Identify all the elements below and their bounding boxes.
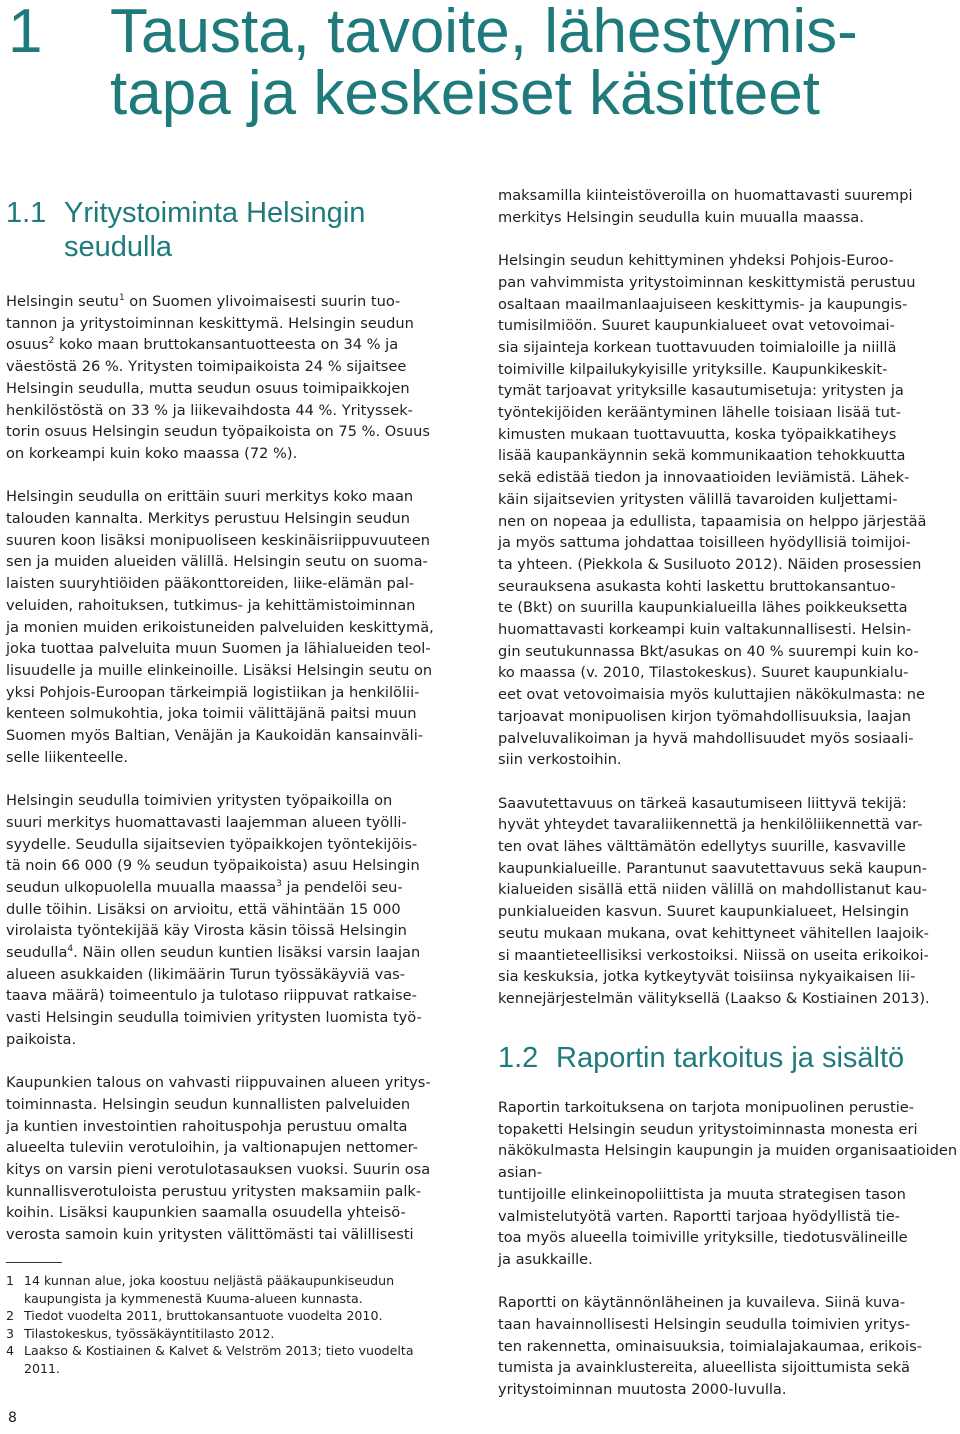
text-line: yritystoiminnan muutosta 2000-luvulla. [498, 1381, 787, 1399]
footnote-line [6, 1360, 476, 1378]
paragraph [498, 250, 960, 771]
paragraph [498, 1292, 960, 1401]
text-line: kialueiden sisällä että niiden välillä on mahdollistanut kau- [498, 881, 928, 899]
paragraph [498, 793, 960, 1010]
footnote-ref: 2 [48, 336, 55, 347]
text-line: Raportin tarkoituksena on tarjota monipuolinen perustie- [498, 1099, 915, 1116]
text-line: veluiden, rahoituksen, tutkimus- ja kehittämistoiminnan [6, 596, 416, 614]
text-line: kennejärjestelmän välityksellä (Laakso & Kostiainen 2013). [498, 989, 930, 1007]
page-number: 8 [8, 1410, 17, 1426]
section-1-2-heading [498, 1041, 904, 1075]
text-line: kenteen solmukohtia, joka toimii välittäjänä paitsi muun [6, 705, 417, 723]
text-line: tarjoavat monipuolisen kirjon työmahdollisuuksia, laajan [498, 707, 912, 725]
text-line: sia keskuksia, jotka kytkeytyvät toisiinsa nykyaikaisen lii- [498, 968, 916, 986]
section-title-line-2: seudulla [64, 231, 173, 263]
text-line: laisten suuryhtiöiden pääkonttoreiden, liike-elämän pal- [6, 575, 415, 593]
footnote-text: kaupungista ja kymmenestä Kuuma-alueen kunnasta. [24, 1290, 363, 1306]
footnote-ref: 4 [67, 944, 74, 955]
footnote-line [6, 1307, 476, 1325]
text-line: tumisilmiöön. Suuret kaupunkialueet ovat vetovoimai- [498, 317, 895, 335]
section-title-line-1: Yritystoiminta Helsingin [64, 197, 366, 229]
text-line: kunnallisverotuloista perustuu yritysten maksamiin palk- [6, 1182, 422, 1200]
paragraph [498, 1097, 960, 1271]
text-line: lisuudelle ja muille elinkeinoille. Lisäksi Helsingin seutu on [6, 661, 433, 679]
chapter-number: 1 [8, 0, 43, 66]
text-line: huomattavasti korkeampi kuin valtakunnallisesti. Helsin- [498, 621, 912, 639]
footnote-line [6, 1342, 476, 1360]
text-line: valmistelutyötä varten. Raportti tarjoaa hyödyllistä tie- [498, 1207, 900, 1225]
footnote-ref: 3 [276, 879, 282, 890]
paragraph: Helsingin seudulla toimivien yritysten työpaikoilla on suuri merkitys huomattavasti laajemman alueen työlli- syydelle. Seudulla sijaitsevien työpaikkojen työntekijöis- tä noin 66 000 (9 % seudun työpaikoista) asuu Helsingin seudun ulkopuolella muualla maassa$^3$ ja pendelöi seu- dulle töihin. Lisäksi on arvioitu, että vähintään 15 000 virolaista työntekijää käy Virosta käsin töissä Helsingin seudulla$^4$. Näin ollen seudun kuntien lisäksi varsin laajan alueen asukkaiden (likimäärin Turun työssäkäyviä vas- taava määrä) toimeentulo ja tulotaso riippuvat ratkaise- vasti Helsingin seudulla toimivien yritysten luomista työ- paikoista. [6, 792, 422, 1048]
text-line: eet ovat vetovoimaisia myös kuluttajien näkökulmasta: ne [498, 686, 926, 704]
text-line: osaltaan maailmanlaajuiseen keskittymis- ja kaupungis- [498, 295, 908, 313]
text-line: Kaupunkien talous on vahvasti riippuvainen alueen yritys- [6, 1074, 431, 1092]
right-column [498, 185, 960, 1010]
text-line: ko maassa (v. 2010, Tilastokeskus). Suuret kaupunkialu- [498, 664, 909, 682]
text-line: nen on nopeaa ja edullista, tapaamisia on helppo järjestää [498, 512, 927, 530]
section-number: 1.1 [6, 197, 47, 229]
paragraph [6, 486, 468, 768]
footnote-line [6, 1290, 476, 1308]
text-line: merkitys Helsingin seudulla kuin muualla maassa. [498, 208, 864, 226]
text-line: käin sijaitsevien yritysten välillä tavaroiden kuljettami- [498, 490, 898, 508]
text-line: Raportti on käytännönläheinen ja kuvaileva. Siinä kuva- [498, 1294, 906, 1312]
text-line: palveluvalikoiman ja hyvä mahdollisuudet myös sosiaali- [498, 729, 914, 747]
text-line: Helsingin seudulla on erittäin suuri merkitys koko maan [6, 488, 414, 506]
text-line: ja myös sattuma johdattaa toisilleen hyödyllisiä toimijoi- [498, 534, 911, 552]
footnotes [6, 1272, 476, 1377]
text-line: sia sijainteja korkean tuottavuuden toimialoille ja niillä [498, 338, 897, 356]
text-line: punkialueiden kasvun. Suuret kaupunkialueet, Helsingin [498, 903, 909, 921]
text-line: Suomen myös Baltian, Venäjän ja Kaukoidän kansainväli- [6, 727, 424, 745]
section-title: Raportin tarkoitus ja sisältö [556, 1042, 905, 1074]
text-line: topaketti Helsingin seudun yritystoiminnasta monesta eri [498, 1120, 918, 1138]
footnote-text: Tilastokeskus, työssäkäyntitilasto 2012. [24, 1325, 275, 1341]
text-line: lisää kaupankäynnin sekä kommunikaation tehokkuutta [498, 447, 906, 465]
text-line: ten ovat lähes välttämätön edellytys suurille, kasvaville [498, 838, 906, 856]
text-line: pan vahvimmista yritystoiminnan keskittymistä perustuu [498, 273, 916, 291]
paragraph [6, 1072, 468, 1246]
text-line: kaupunkialueille. Parantunut saavutettavuus sekä kaupun- [498, 859, 928, 877]
text-line: näkökulmasta Helsingin kaupungin ja muiden organisaatioiden asian- [498, 1142, 958, 1182]
text-line: joka tuottaa palveluita muun Suomen ja lähialueiden teol- [6, 640, 431, 658]
footnote-rule [6, 1262, 62, 1263]
paragraph [498, 185, 960, 228]
text-line: selle liikenteelle. [6, 748, 129, 766]
text-line: suuren koon lisäksi monipuoliseen keskinäisriippuvuuteen [6, 531, 430, 549]
footnote-number: 3 [6, 1325, 15, 1341]
footnote-number: 4 [6, 1343, 15, 1358]
text-line: toiminnasta. Helsingin seudun kunnallisten palveluiden [6, 1095, 411, 1113]
text-line: sekä edistää tiedon ja innovaatioiden leviämistä. Lähek- [498, 469, 910, 487]
text-line: toa myös alueella toimiville yrityksille, tiedotusvälineille [498, 1229, 908, 1247]
footnote-ref: 1 [118, 293, 125, 304]
paragraph: Helsingin seutu$^1$ on Suomen ylivoimaisesti suurin tuo- tannon ja yritystoiminnan keskittymä. Helsingin seudun osuus$^2$ koko maan bruttokansantuotteesta on 34 % ja väestöstä 26 %. Yritysten toimipaikoista 24 % sijaitsee Helsingin seudulla, mutta seudun osuus toimipaikkojen henkilöstöstä on 33 % ja liikevaihdosta 44 %. Yrityssek- torin osuus Helsingin seudun työpaikoista on 75 %. Osuus on korkeampi kuin koko maassa (72 %). [6, 293, 430, 462]
text-line: Saavutettavuus on tärkeä kasautumiseen liittyvä tekijä: [498, 794, 907, 812]
section-1-1-heading [6, 196, 365, 264]
text-line: ta yhteen. (Piekkola & Susiluoto 2012). Näiden prosessien [498, 555, 922, 573]
text-line: gin seutukunnassa Bkt/asukas on 40 % suurempi kuin ko- [498, 642, 919, 660]
text-line: yksi Pohjois-Euroopan tärkeimpiä logistiikan ja henkilölii- [6, 683, 420, 701]
text-line: te (Bkt) on suurilla kaupunkialueilla lähes poikkeuksetta [498, 599, 908, 617]
footnote-number: 1 [6, 1273, 15, 1288]
text-line: seurauksena asukasta kohti laskettu bruttokansantuo- [498, 577, 896, 595]
text-line: sen ja muiden alueiden välillä. Helsingin seutu on suoma- [6, 553, 428, 571]
chapter-title-line-1: Tausta, tavoite, lähestymis- [110, 0, 858, 66]
footnote-text: 2011. [24, 1360, 61, 1376]
text-line: tumista ja avainklustereita, alueellista sijoittumista sekä [498, 1359, 910, 1377]
footnote-text: Laakso & Kostiainen & Kalvet & Velström 2013; tieto vuodelta [24, 1343, 414, 1358]
left-column [6, 291, 468, 1246]
footnote-text: 14 kunnan alue, joka koostuu neljästä pääkaupunkiseudun [24, 1273, 395, 1288]
text-line: si maantieteellisiksi verkostoiksi. Niissä on useita erikoikoi- [498, 946, 929, 964]
text-line: kimusten mukaan tuottavuutta, koska työpaikkatiheys [498, 425, 897, 443]
text-line: siin verkostoihin. [498, 751, 622, 769]
text-line: seutu mukaan mukana, ovat kehittyneet vähitellen laajoik- [498, 924, 929, 942]
text-line: ja monien muiden erikoistuneiden palveluiden keskittymä, [6, 618, 434, 636]
text-line: tuntijoille elinkeinopoliittista ja muuta strategisen tason [498, 1185, 906, 1203]
right-column-lower [498, 1097, 960, 1401]
text-line: ja kuntien investointien rahoituspohja perustuu omalta [6, 1117, 408, 1135]
footnote-number: 2 [6, 1308, 15, 1323]
text-line: ten rakennetta, ominaisuuksia, toimialajakaumaa, erikois- [498, 1337, 922, 1355]
text-line: Helsingin seudun kehittyminen yhdeksi Pohjois-Euroo- [498, 252, 894, 270]
text-line: alueelta tuleviin verotuloihin, ja valtionapujen nettomer- [6, 1139, 418, 1157]
chapter-title-line-2: tapa ja keskeiset käsitteet [110, 59, 820, 128]
text-line: ja asukkaille. [498, 1250, 593, 1268]
text-line: koihin. Lisäksi kaupunkien saamalla osuudella yhteisö- [6, 1204, 406, 1222]
text-line: tymät tarjoavat yrityksille kasautumisetuja: yritysten ja [498, 382, 904, 400]
footnote-text: Tiedot vuodelta 2011, bruttokansantuote vuodelta 2010. [24, 1308, 383, 1323]
text-line: toimiville kilpailukykyisille yrityksille. Kaupunkikeskit- [498, 360, 888, 378]
text-line: kitys on varsin pieni verotulotasauksen vuoksi. Suurin osa [6, 1161, 431, 1179]
section-number: 1.2 [498, 1042, 539, 1074]
text-line: taan havainnollisesti Helsingin seudulla toimivien yritys- [498, 1316, 911, 1334]
text-line: talouden kannalta. Merkitys perustuu Helsingin seudun [6, 510, 410, 528]
footnote-line [6, 1325, 476, 1343]
footnote-line [6, 1272, 476, 1290]
text-line: maksamilla kiinteistöveroilla on huomattavasti suurempi [498, 187, 913, 204]
text-line: työntekijöiden kerääntyminen lähelle toisiaan lisää tut- [498, 404, 901, 422]
text-line: verosta samoin kuin yritysten välittömästi tai välillisesti [6, 1226, 414, 1244]
text-line: hyvät yhteydet tavaraliikennettä ja henkilöliikennettä var- [498, 816, 923, 834]
